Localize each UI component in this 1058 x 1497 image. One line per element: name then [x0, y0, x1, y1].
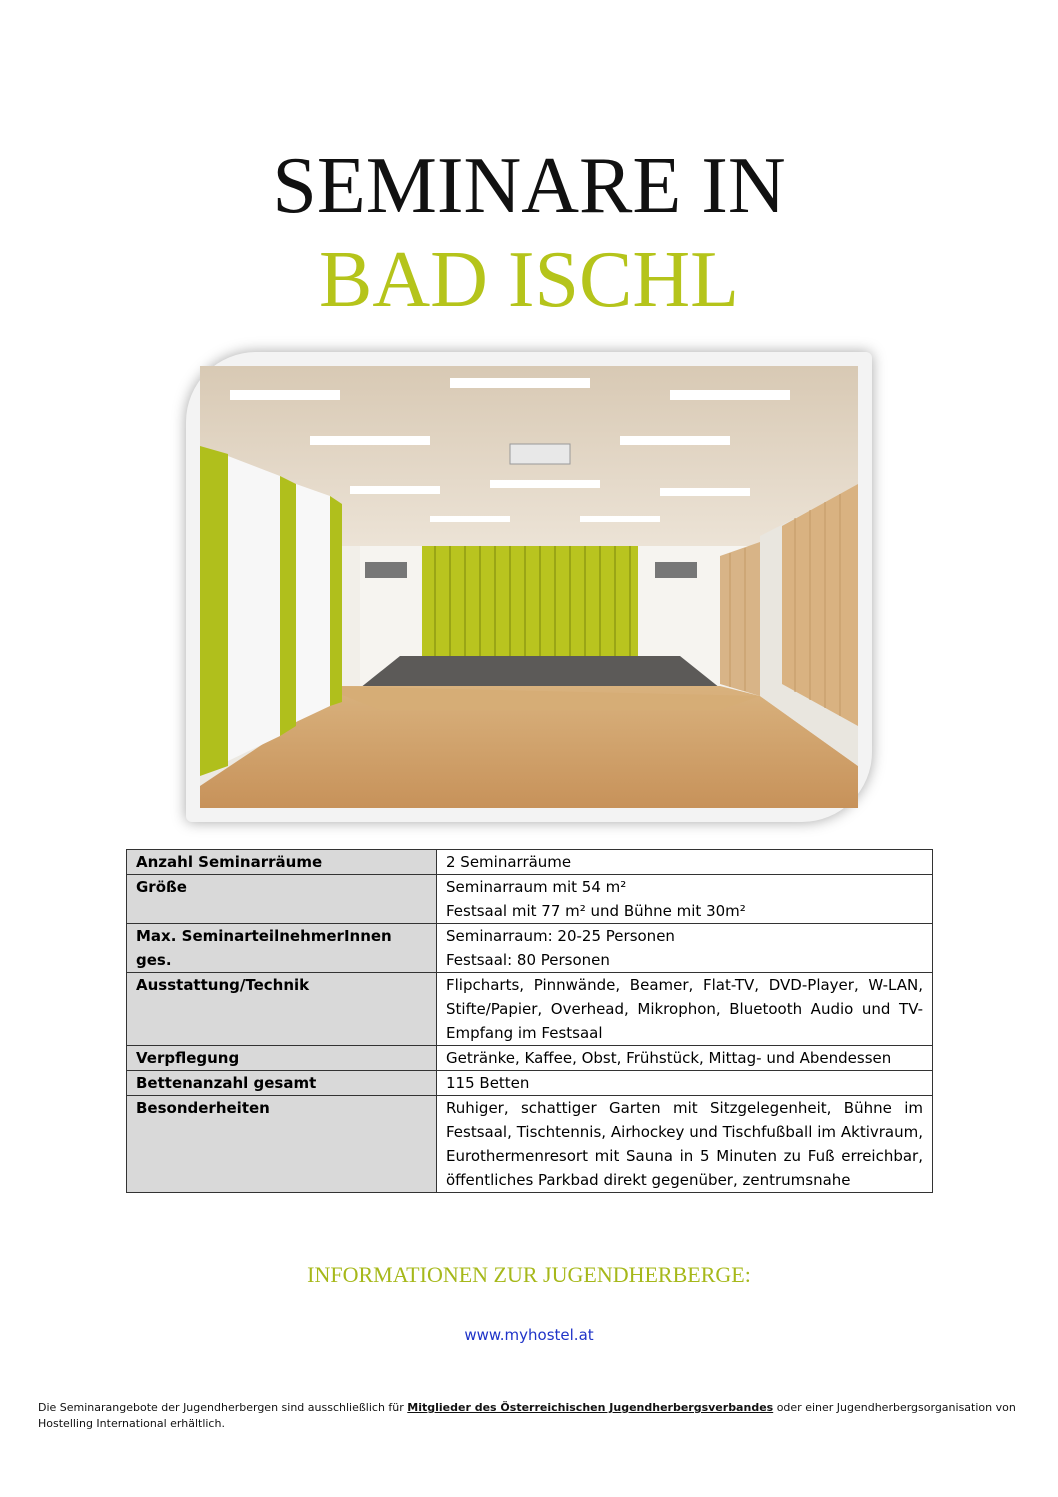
- table-row: [127, 1046, 933, 1071]
- row-value: 115 Betten: [437, 1071, 933, 1096]
- row-value-line: 2 Seminarräume: [446, 853, 572, 871]
- row-value: [437, 875, 933, 924]
- info-heading: INFORMATIONEN ZUR JUGENDHERBERGE:: [307, 1262, 751, 1287]
- row-value: Flipcharts, Pinnwände, Beamer, Flat-TV, DVD-Player, W-LAN, Stifte/Papier, Overhead, Mikrophon, Bluetooth Audio und TV-Empfang im Festsaal: [437, 973, 933, 1046]
- seminar-room-photo: [186, 352, 872, 822]
- row-value-line: Festsaal: 80 Personen: [446, 951, 610, 969]
- footer-members-link[interactable]: Mitglieder des Österreichischen Jugendherbergsverbandes: [407, 1401, 774, 1414]
- website-link[interactable]: www.myhostel.at: [464, 1326, 594, 1344]
- row-label: Bettenanzahl gesamt: [127, 1071, 437, 1096]
- row-value-line: Festsaal mit 77 m² und Bühne mit 30m²: [446, 902, 746, 920]
- row-label: Verpflegung: [127, 1046, 437, 1071]
- row-label: Größe: [127, 875, 437, 924]
- row-value-line: Seminarraum: 20-25 Personen: [446, 927, 675, 945]
- row-value: Ruhiger, schattiger Garten mit Sitzgelegenheit, Bühne im Festsaal, Tischtennis, Airhockey und Tischfußball im Aktivraum, Eurothermenresort mit Sauna in 5 Minuten zu Fuß erreichbar, öffentliches Parkbad direkt gegenüber, zentrumsnahe: [437, 1096, 933, 1193]
- row-value: [437, 924, 933, 973]
- row-value: Getränke, Kaffee, Obst, Frühstück, Mittag- und Abendessen: [437, 1046, 933, 1071]
- table-row: [127, 924, 933, 973]
- page-title-line1: SEMINARE IN: [272, 142, 786, 230]
- footer-text-before: Die Seminarangebote der Jugendherbergen sind ausschließlich für: [38, 1401, 408, 1414]
- row-value: [437, 850, 933, 875]
- page-title-line2: BAD ISCHL: [318, 236, 740, 324]
- seminar-room-illustration: [200, 366, 858, 808]
- table-row: [127, 1096, 933, 1193]
- table-row: [127, 1071, 933, 1096]
- footer-disclaimer: [38, 1400, 1018, 1432]
- row-value-line: Seminarraum mit 54 m²: [446, 878, 627, 896]
- row-label: Ausstattung/Technik: [127, 973, 437, 1046]
- row-label: Max. SeminarteilnehmerInnen ges.: [127, 924, 437, 973]
- footer-text-after: oder einer Jugendherbergsorganisation von Hostelling International erhältlich.: [38, 1401, 1016, 1430]
- table-row: [127, 973, 933, 1046]
- seminar-info-table: [126, 849, 933, 1193]
- table-row: [127, 875, 933, 924]
- row-label: Anzahl Seminarräume: [127, 850, 437, 875]
- table-row: [127, 850, 933, 875]
- row-label: Besonderheiten: [127, 1096, 437, 1193]
